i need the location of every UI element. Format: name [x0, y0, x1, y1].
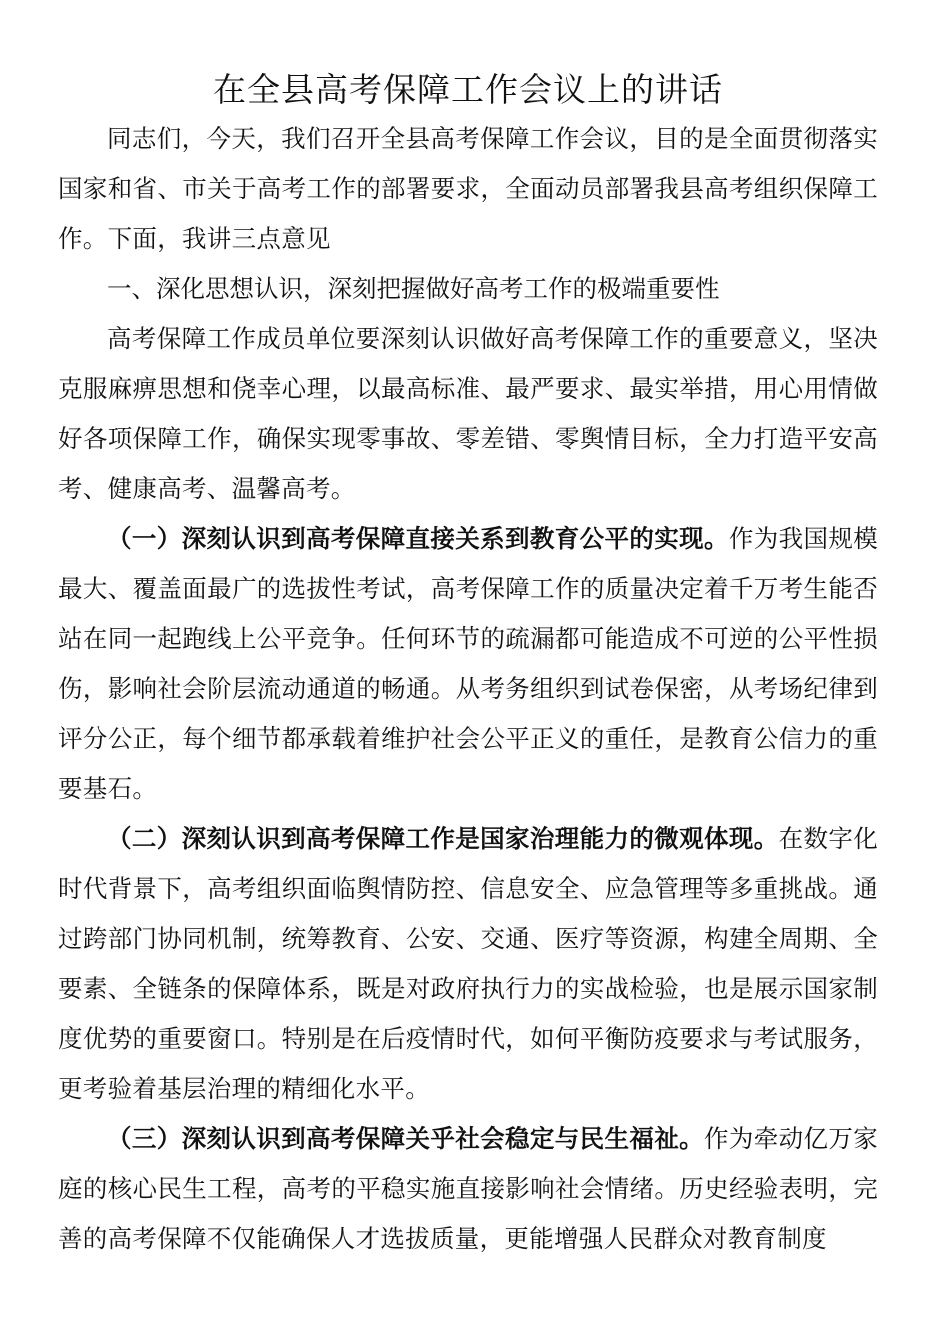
point-3-heading: （三）深刻认识到高考保障关乎社会稳定与民生福祉。 [107, 1124, 704, 1153]
document-title: 在全县高考保障工作会议上的讲话 [213, 70, 723, 109]
point-2-paragraph [58, 814, 878, 1114]
intro-paragraph: 同志们，今天，我们召开全县高考保障工作会议，目的是全面贯彻落实国家和省、市关于高考工作的部署要求，全面动员部署我县高考组织保障工作。下面，我讲三点意见 [58, 124, 878, 253]
section-1-heading: 一、深化思想认识，深刻把握做好高考工作的极端重要性 [107, 274, 720, 303]
point-3-body: 作为牵动亿万家庭的核心民生工程，高考的平稳实施直接影响社会情绪。历史经验表明，完善的高考保障不仅能确保人才选拔质量，更能增强人民群众对教育制度 [58, 1124, 878, 1253]
point-2-body: 在数字化时代背景下，高考组织面临舆情防控、信息安全、应急管理等多重挑战。通过跨部门协同机制，统筹教育、公安、交通、医疗等资源，构建全周期、全要素、全链条的保障体系，既是对政府执行力的实战检验，也是展示国家制度优势的重要窗口。特别是在后疫情时代，如何平衡防疫要求与考试服务，更考验着基层治理的精细化水平。 [58, 824, 878, 1103]
point-1-heading: （一）深刻认识到高考保障直接关系到教育公平的实现。 [107, 524, 729, 553]
section-1-body: 高考保障工作成员单位要深刻认识做好高考保障工作的重要意义，坚决克服麻痹思想和侥幸心理，以最高标准、最严要求、最实举措，用心用情做好各项保障工作，确保实现零事故、零差错、零舆情目标，全力打造平安高考、健康高考、温馨高考。 [58, 324, 878, 503]
point-1-paragraph [58, 514, 878, 814]
point-1-body: 作为我国规模最大、覆盖面最广的选拔性考试，高考保障工作的质量决定着千万考生能否站在同一起跑线上公平竞争。任何环节的疏漏都可能造成不可逆的公平性损伤，影响社会阶层流动通道的畅通。从考务组织到试卷保密，从考场纪律到评分公正，每个细节都承载着维护社会公平正义的重任，是教育公信力的重要基石。 [58, 524, 878, 803]
point-3-paragraph [58, 1114, 878, 1264]
point-2-heading: （二）深刻认识到高考保障工作是国家治理能力的微观体现。 [107, 824, 779, 853]
